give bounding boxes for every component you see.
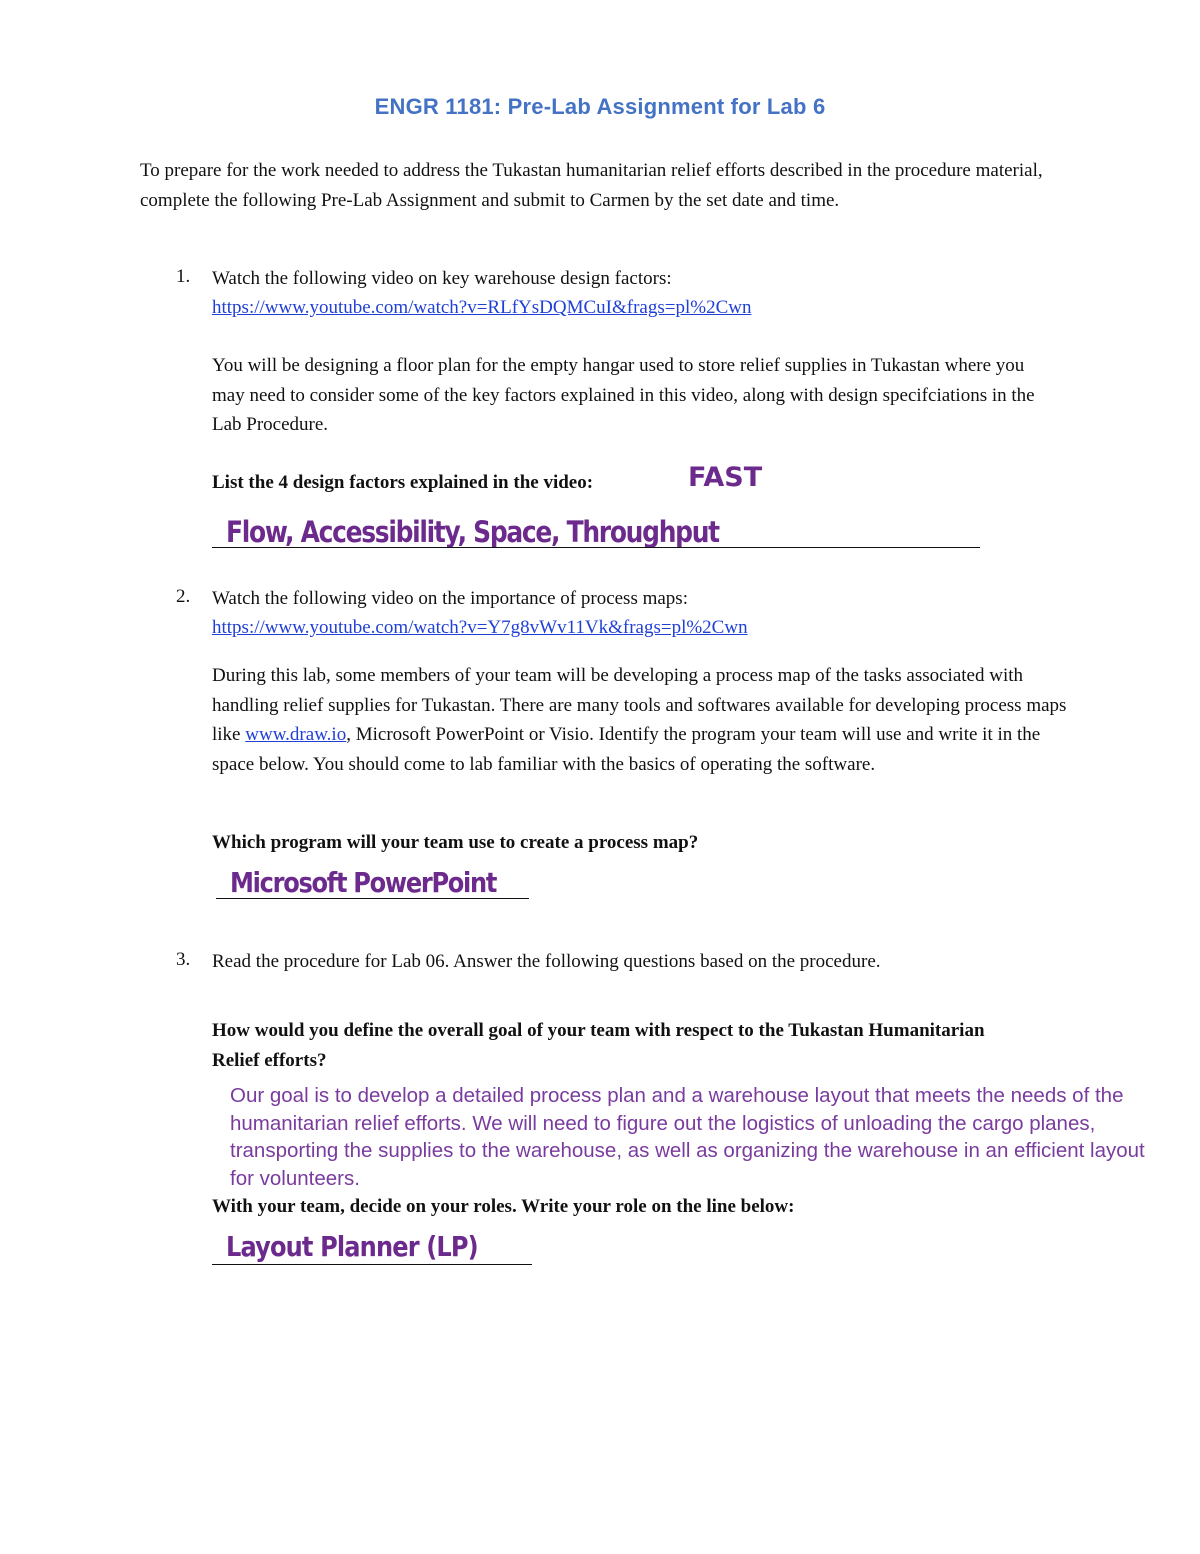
page-title: ENGR 1181: Pre-Lab Assignment for Lab 6 — [374, 94, 826, 119]
item-2-question: Which program will your team use to create a process map? — [212, 832, 699, 853]
drawio-link[interactable]: www.draw.io — [245, 724, 347, 745]
item-2-answer: Microsoft PowerPoint — [230, 866, 497, 899]
item-1-answer-acronym: FAST — [688, 462, 763, 493]
item-2-description — [212, 661, 1067, 779]
item-2-description-start: During this lab, some members of your team will be developing a process map of the tasks associated with handling relief supplies for Tukastan. There are many tools and softwares available for developing process maps like — [212, 665, 1067, 745]
item-1-answer-line — [212, 547, 980, 548]
item-2-answer-line — [216, 898, 529, 899]
item-1-description: You will be designing a floor plan for the empty hangar used to store relief supplies in Tukastan where you may need to consider some of the key factors explained in this video, along with design specifciations in the Lab Procedure. — [212, 355, 1035, 435]
item-2-video-link[interactable]: https://www.youtube.com/watch?v=Y7g8vWv11Vk&frags=pl%2Cwn — [212, 617, 748, 638]
item-3-goal-answer: Our goal is to develop a detailed process plan and a warehouse layout that meets the needs of the humanitarian relief efforts. We will need to figure out the logistics of unloading the cargo planes, transporting the supplies to the warehouse, as well as organizing the warehouse in an efficient layout for volunteers. — [230, 1084, 1145, 1190]
item-3-number: 3. — [176, 949, 191, 970]
item-3-instruction: Read the procedure for Lab 06. Answer the following questions based on the procedure. — [212, 951, 881, 972]
item-3-role-question: With your team, decide on your roles. Write your role on the line below: — [212, 1196, 795, 1217]
item-1-question: List the 4 design factors explained in the video: — [212, 472, 594, 493]
item-1-instruction: Watch the following video on key warehouse design factors: — [212, 268, 672, 289]
item-1-video-link[interactable]: https://www.youtube.com/watch?v=RLfYsDQMCuI&frags=pl%2Cwn — [212, 297, 752, 318]
item-1-answer: Flow, Accessibility, Space, Throughput — [226, 515, 719, 549]
item-3-role-answer: Layout Planner (LP) — [226, 1230, 478, 1263]
item-3-goal-question: How would you define the overall goal of your team with respect to the Tukastan Humanitarian Relief efforts? — [212, 1020, 985, 1071]
intro-paragraph: To prepare for the work needed to address the Tukastan humanitarian relief efforts described in the procedure material, complete the following Pre-Lab Assignment and submit to Carmen by the set date and time. — [140, 160, 1043, 211]
item-2-instruction: Watch the following video on the importance of process maps: — [212, 588, 688, 609]
item-2-description-end: , Microsoft PowerPoint or Visio. Identify the program your team will use and write it in the space below. You should come to lab familiar with the basics of operating the software. — [212, 724, 1041, 775]
item-1-number: 1. — [176, 266, 191, 287]
item-3-role-line — [212, 1264, 532, 1265]
item-2-number: 2. — [176, 586, 191, 607]
